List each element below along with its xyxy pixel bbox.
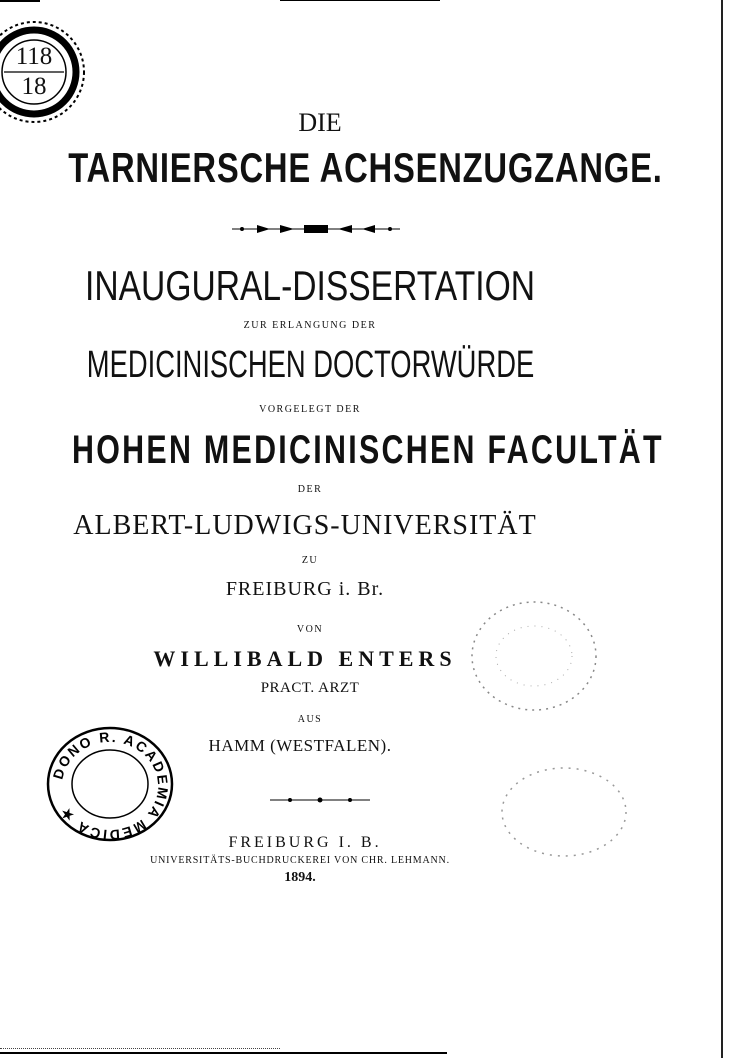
faculty-name: HOHEN MEDICINISCHEN FACULTÄT <box>72 428 664 472</box>
right-page-edge <box>721 0 723 1058</box>
vorgelegt-der: VORGELEGT DER <box>259 404 361 415</box>
imprint-city: FREIBURG I. B. <box>228 834 382 851</box>
imprint-ornament-graphic <box>270 795 370 805</box>
title-die: DIE <box>298 108 342 137</box>
bottom-dotted-line <box>0 1048 280 1050</box>
city: FREIBURG i. Br. <box>225 578 385 600</box>
main-title: TARNIERSCHE ACHSENZUGZANGE. <box>68 144 663 191</box>
zur-erlangung: ZUR ERLANGUNG DER <box>243 320 377 331</box>
dissertation-title: INAUGURAL-DISSERTATION <box>85 262 535 309</box>
top-edge-rule-left <box>0 0 40 2</box>
doctor-degree: MEDICINISCHEN DOCTORWÜRDE <box>86 344 535 386</box>
top-edge-rule <box>280 0 440 1</box>
donation-seal <box>44 724 176 844</box>
zu-label: ZU <box>301 555 319 566</box>
svg-text:DONO R. ACADEMIA MEDICA ★: DONO R. ACADEMIA MEDICA ★ <box>49 728 172 844</box>
author-profession: PRACT. ARZT <box>260 680 360 696</box>
university-name: ALBERT-LUDWIGS-UNIVERSITÄT <box>73 510 537 541</box>
faint-stamp-upper-graphic <box>466 596 602 716</box>
author-name: WILLIBALD ENTERS <box>153 646 457 671</box>
der-label: DER <box>297 484 323 495</box>
faint-stamp-lower-graphic <box>496 762 632 862</box>
title-ornament <box>232 222 400 236</box>
bottom-edge-rule <box>0 1052 447 1054</box>
year: 1894. <box>284 870 316 885</box>
aus-label: AUS <box>297 714 323 725</box>
faint-stamp-upper <box>466 596 602 716</box>
printer: UNIVERSITÄTS-BUCHDRUCKEREI VON CHR. LEHMANN. <box>150 855 450 866</box>
shelfmark-number-1: 118 <box>15 43 53 70</box>
von-label: VON <box>296 624 324 635</box>
donation-seal-graphic <box>44 724 176 844</box>
imprint-ornament <box>270 792 370 802</box>
shelfmark-number-2: 18 <box>21 73 47 100</box>
hometown: HAMM (WESTFALEN). <box>208 736 392 755</box>
faint-stamp-lower <box>496 762 632 862</box>
ornament-graphic <box>232 222 400 236</box>
